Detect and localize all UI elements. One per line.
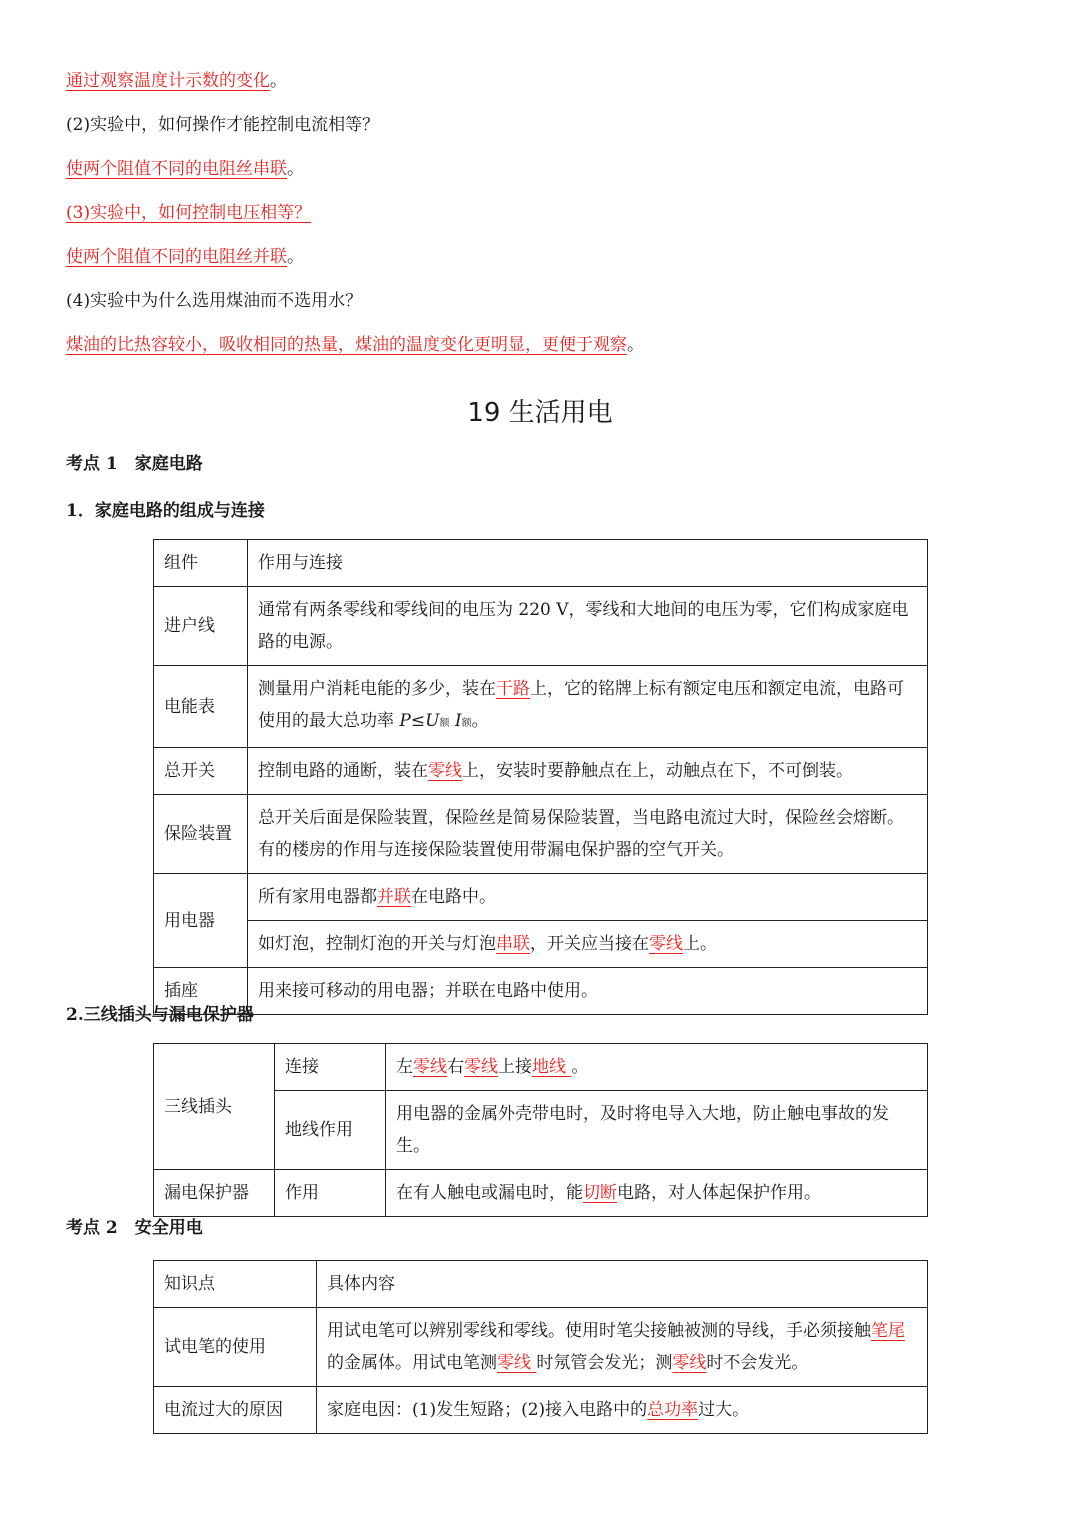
subheading-2: 2.三线插头与漏电保护器 — [66, 1005, 254, 1025]
table-header-cell: 知识点 — [154, 1261, 317, 1308]
safety-table — [153, 1260, 928, 1434]
answer-3: 使两个阻值不同的电阻丝并联。 — [66, 247, 304, 267]
question-3: (3)实验中，如何控制电压相等？ — [66, 203, 312, 223]
row-label-leak-protector: 漏电保护器 — [154, 1170, 275, 1217]
row-text: 左零线右零线上接地线 。 — [386, 1044, 928, 1091]
row-label-socket: 插座 — [154, 968, 248, 1015]
row-label-appliance: 用电器 — [154, 874, 248, 968]
row-text: 总开关后面是保险装置，保险丝是简易保险装置，当电路电流过大时，保险丝会熔断。有的楼房的作用与连接保险装置使用带漏电保护器的空气开关。 — [248, 795, 928, 874]
table-row — [154, 1387, 928, 1434]
row-text: 在有人触电或漏电时，能切断电路，对人体起保护作用。 — [386, 1170, 928, 1217]
table-header-cell: 组件 — [154, 540, 248, 587]
answer-4: 煤油的比热容较小，吸收相同的热量，煤油的温度变化更明显，更便于观察。 — [66, 335, 644, 355]
table-row — [154, 587, 928, 666]
table-row — [154, 1044, 928, 1091]
row-label-main-switch: 总开关 — [154, 748, 248, 795]
table-row — [154, 874, 928, 921]
table-row — [154, 1261, 928, 1308]
plug-protector-table — [153, 1043, 928, 1217]
row-label-meter: 电能表 — [154, 666, 248, 748]
cell-label: 连接 — [275, 1044, 386, 1091]
row-text: 如灯泡，控制灯泡的开关与灯泡串联，开关应当接在零线上。 — [248, 921, 928, 968]
row-text: 用电器的金属外壳带电时，及时将电导入大地，防止触电事故的发生。 — [386, 1091, 928, 1170]
row-text: 家庭电因：(1)发生短路；(2)接入电路中的总功率过大。 — [317, 1387, 928, 1434]
table-row — [154, 748, 928, 795]
row-text: 用试电笔可以辨别零线和零线。使用时笔尖接触被测的导线，手必须接触笔尾的金属体。用试电笔测零线 时氖管会发光；测零线时不会发光。 — [317, 1308, 928, 1387]
table-row — [154, 921, 928, 968]
cell-label: 地线作用 — [275, 1091, 386, 1170]
answer-2: 使两个阻值不同的电阻丝串联。 — [66, 159, 304, 179]
cell-label: 作用 — [275, 1170, 386, 1217]
table-row — [154, 540, 928, 587]
row-label-three-pin-plug: 三线插头 — [154, 1044, 275, 1170]
table-row — [154, 1170, 928, 1217]
table-header-cell: 作用与连接 — [248, 540, 928, 587]
answer-1: 通过观察温度计示数的变化。 — [66, 71, 287, 91]
row-label-fuse: 保险装置 — [154, 795, 248, 874]
table-row — [154, 795, 928, 874]
row-text: 测量用户消耗电能的多少，装在干路上，它的铭牌上标有额定电压和额定电流，电路可使用的最大总功率 P≤U额 I额。 — [248, 666, 928, 748]
row-text: 所有家用电器都并联在电路中。 — [248, 874, 928, 921]
row-text: 通常有两条零线和零线间的电压为 220 V，零线和大地间的电压为零，它们构成家庭电路的电源。 — [248, 587, 928, 666]
section-heading-1: 考点 1 家庭电路 — [66, 454, 203, 474]
row-label-overcurrent: 电流过大的原因 — [154, 1387, 317, 1434]
table-header-cell: 具体内容 — [317, 1261, 928, 1308]
question-4: (4)实验中为什么选用煤油而不选用水？ — [66, 291, 363, 311]
chapter-title: 19 生活用电 — [467, 398, 613, 428]
question-2: (2)实验中，如何操作才能控制电流相等？ — [66, 115, 380, 135]
section-heading-2: 考点 2 安全用电 — [66, 1218, 203, 1238]
row-label-service-line: 进户线 — [154, 587, 248, 666]
table-row — [154, 968, 928, 1015]
table-row — [154, 666, 928, 748]
table-row — [154, 1308, 928, 1387]
subheading-1: 1．家庭电路的组成与连接 — [66, 501, 265, 521]
row-label-test-pen: 试电笔的使用 — [154, 1308, 317, 1387]
row-text: 控制电路的通断，装在零线上，安装时要静触点在上，动触点在下，不可倒装。 — [248, 748, 928, 795]
row-text: 用来接可移动的用电器；并联在电路中使用。 — [248, 968, 928, 1015]
household-circuit-table — [153, 539, 928, 1015]
